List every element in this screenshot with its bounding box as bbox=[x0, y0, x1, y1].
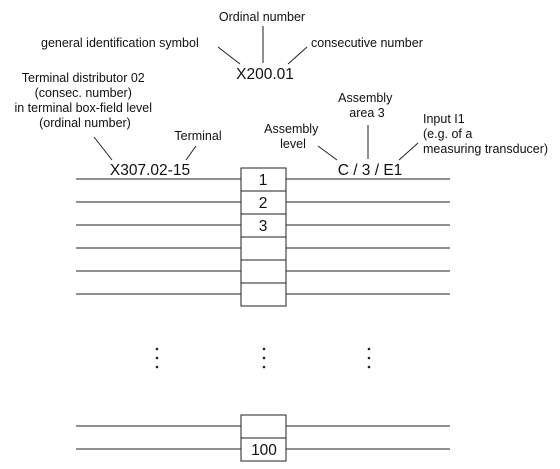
assembly-area-line-2: area 3 bbox=[349, 106, 385, 120]
terminal-number-100: 100 bbox=[251, 442, 277, 459]
terminal-number-3: 3 bbox=[258, 218, 268, 235]
ordinal-number-label: Ordinal number bbox=[218, 10, 306, 24]
assembly-level-label bbox=[264, 122, 322, 151]
assembly-level-line-1: Assembly bbox=[264, 122, 319, 136]
terminal-cell-99 bbox=[241, 415, 286, 438]
ellipsis-right bbox=[368, 348, 371, 369]
general-identification-symbol-label: general identification symbol bbox=[41, 36, 199, 50]
input-line-2: (e.g. of a bbox=[423, 127, 473, 141]
ellipsis-left bbox=[156, 348, 159, 369]
leader-input bbox=[399, 143, 418, 160]
consecutive-number-label: consecutive number bbox=[311, 36, 423, 50]
terminal-number-2: 2 bbox=[258, 195, 268, 212]
terminal-distributor-line-2: (consec. number) bbox=[34, 86, 132, 100]
terminal-cell-6 bbox=[241, 283, 286, 306]
leader-terminal-distributor bbox=[94, 137, 112, 160]
terminal-strip bbox=[241, 168, 286, 461]
input-label bbox=[423, 112, 548, 156]
terminal-cell-4 bbox=[241, 237, 286, 260]
terminal-distributor-line-1: Terminal distributor 02 bbox=[21, 71, 145, 85]
input-line-1: Input I1 bbox=[423, 112, 465, 126]
leader-general-symbol bbox=[218, 47, 240, 64]
terminal-designation: X307.02-15 bbox=[109, 162, 191, 179]
designation-example: X200.01 bbox=[236, 66, 294, 83]
assembly-level-line-2: level bbox=[280, 137, 306, 151]
terminal-distributor-line-3: in terminal box-field level bbox=[14, 101, 153, 115]
ellipsis-center bbox=[263, 348, 266, 369]
terminal-number-1: 1 bbox=[258, 172, 268, 189]
assembly-designation: C / 3 / E1 bbox=[337, 162, 403, 179]
terminal-distributor-line-4: (ordinal number) bbox=[39, 116, 131, 130]
terminal-distributor-label bbox=[14, 71, 155, 130]
terminal-cell-5 bbox=[241, 260, 286, 283]
terminal-label: Terminal bbox=[174, 129, 222, 143]
leader-consecutive-number bbox=[288, 47, 307, 64]
leader-assembly-level bbox=[318, 146, 337, 160]
input-line-3: measuring transducer) bbox=[423, 142, 549, 156]
assembly-area-label bbox=[338, 91, 396, 120]
assembly-area-line-1: Assembly bbox=[338, 91, 393, 105]
leader-terminal bbox=[186, 146, 196, 160]
ellipsis-markers bbox=[156, 348, 371, 369]
